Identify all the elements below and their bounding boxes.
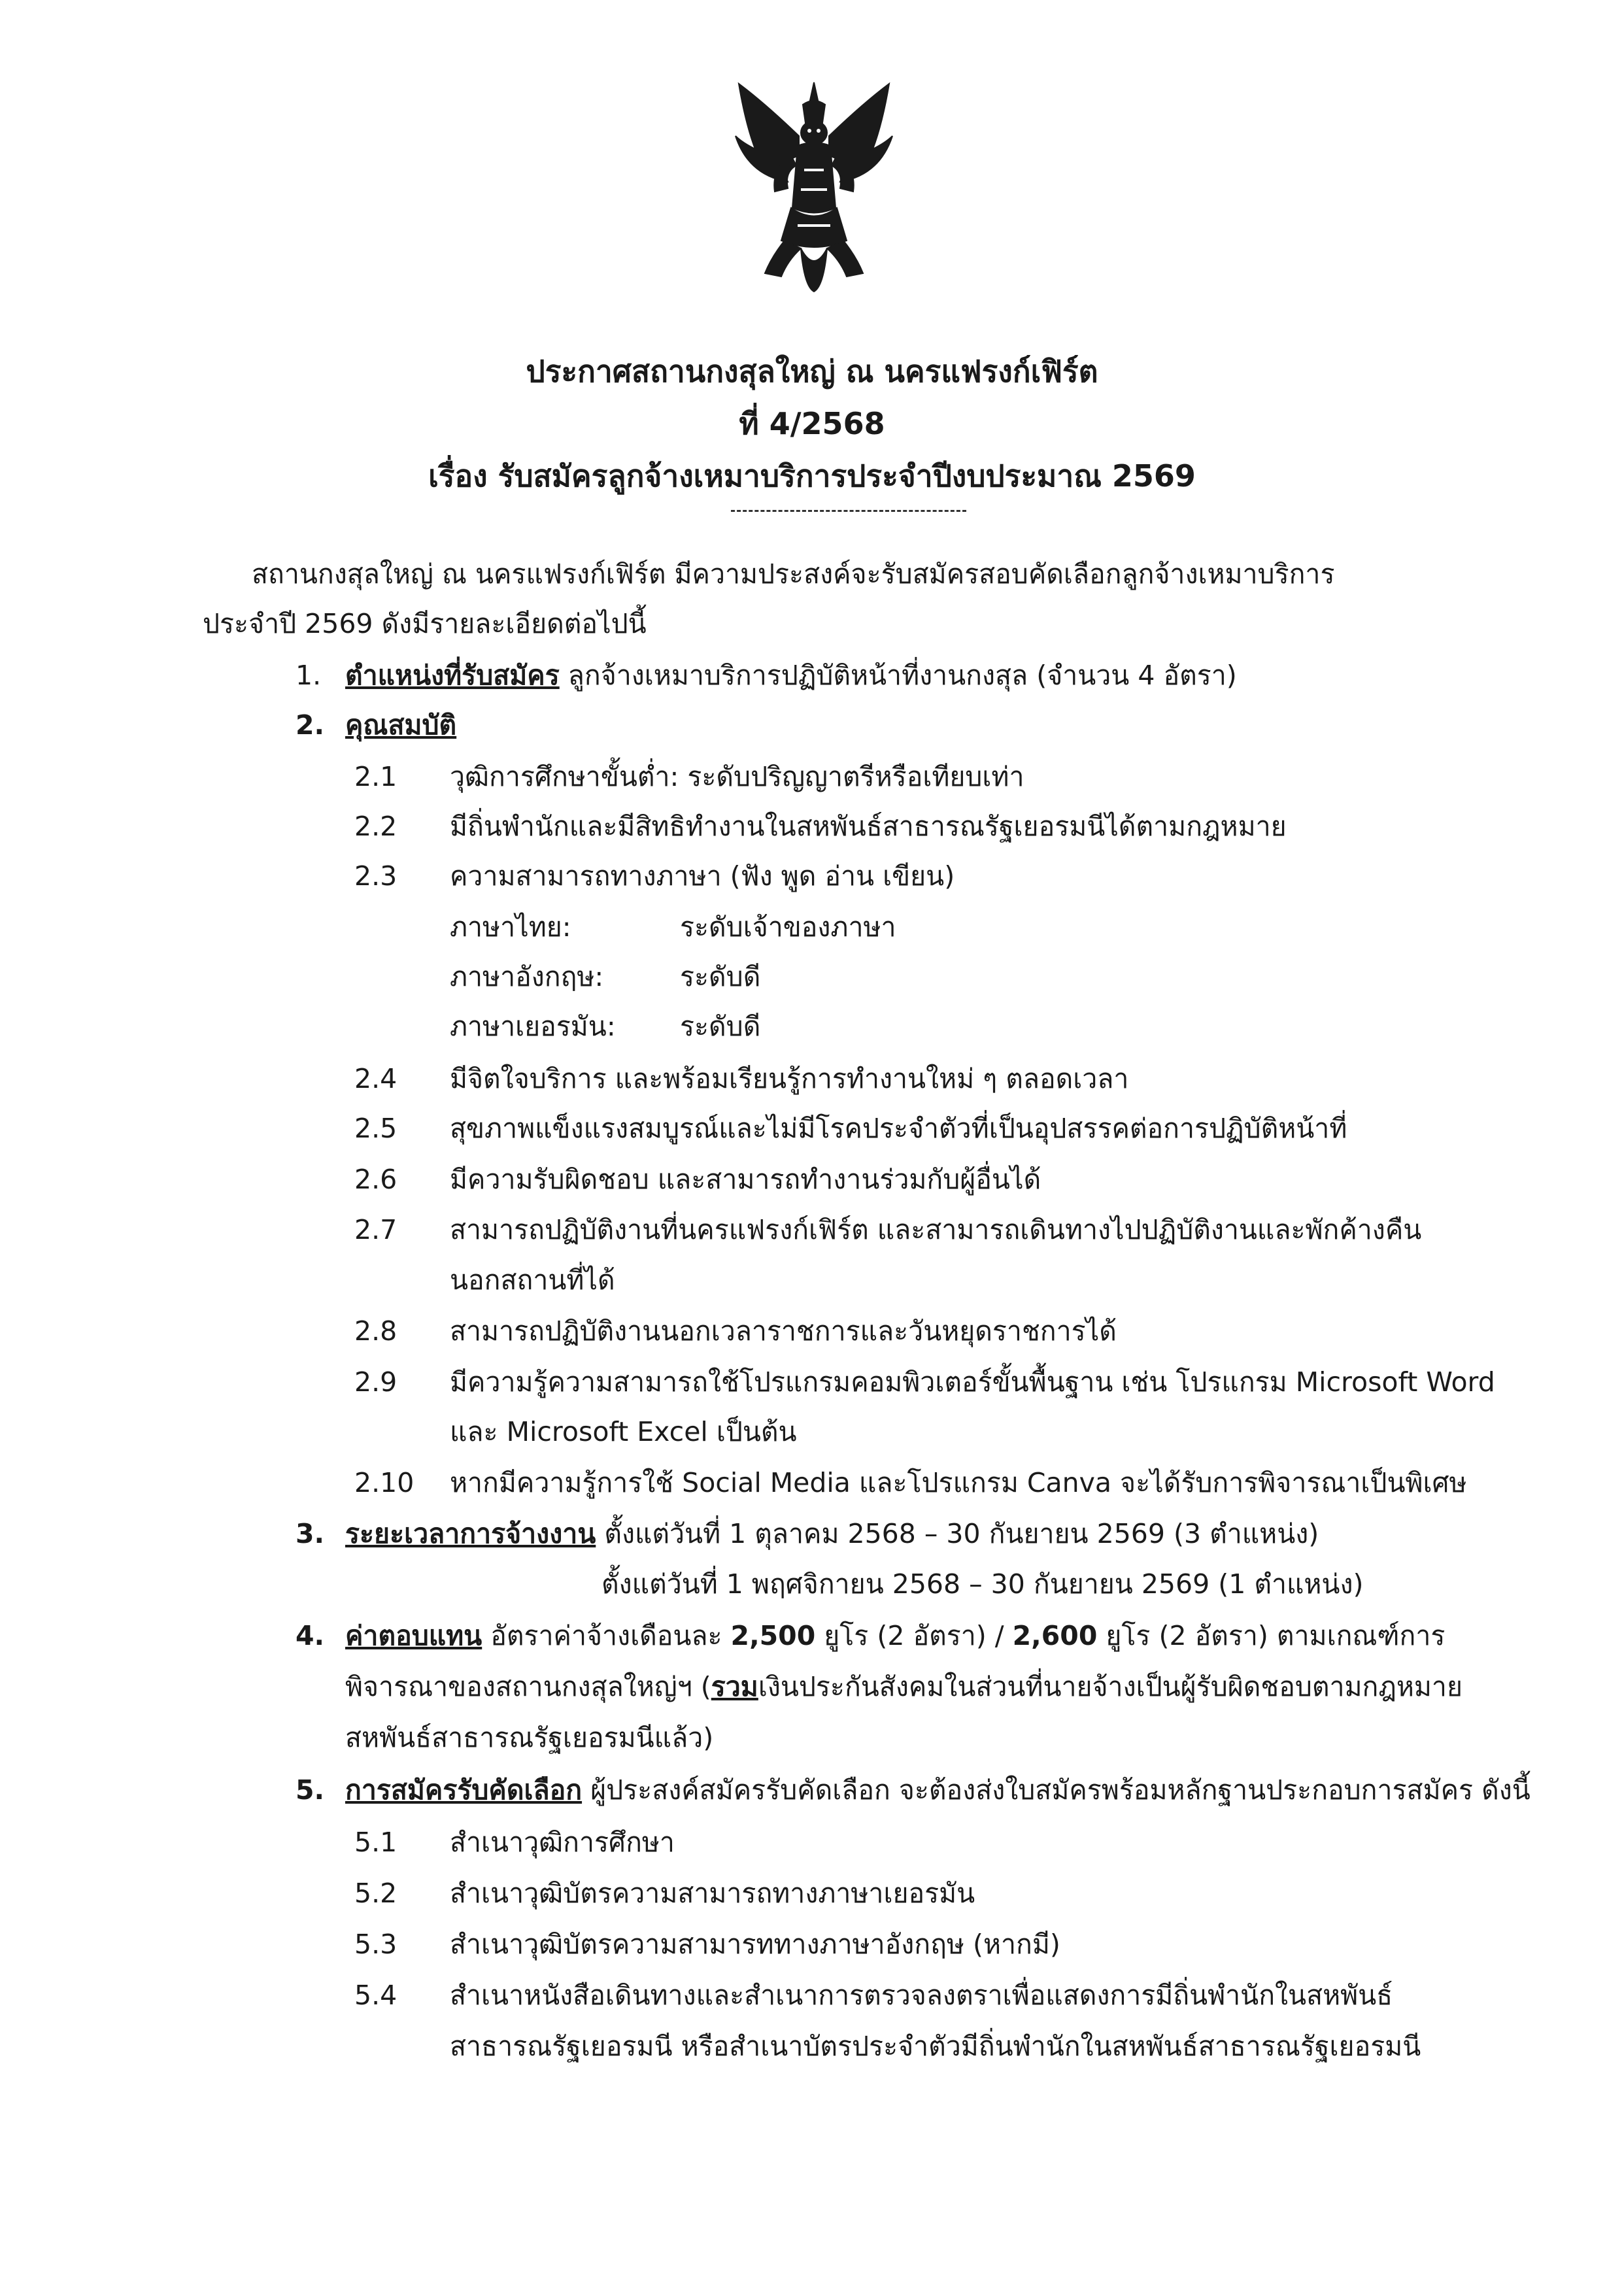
- item-2-3-text: ความสามารถทางภาษา (ฟัง พูด อ่าน เขียน): [450, 860, 955, 892]
- section-3-period-1: ตั้งแต่วันที่ 1 ตุลาคม 2568 – 30 กันยายน 2569 (3 ตำแหน่ง): [604, 1518, 1319, 1549]
- rate-amount: 2,600: [1012, 1620, 1098, 1651]
- item-2-4-number: 2.4: [354, 1063, 398, 1094]
- section-4-text: พิจารณาของสถานกงสุลใหญ่ฯ (: [345, 1671, 711, 1702]
- section-2-heading: คุณสมบัติ: [345, 709, 457, 741]
- intro-line-1: สถานกงสุลใหญ่ ณ นครแฟรงก์เฟิร์ต มีความประสงค์จะรับสมัครสอบคัดเลือกลูกจ้างเหมาบริการ: [252, 558, 1335, 590]
- item-2-9-number: 2.9: [354, 1366, 398, 1398]
- item-2-6-text: มีความรับผิดชอบ และสามารถทำงานร่วมกับผู้อื่นได้: [450, 1164, 1041, 1195]
- language-name: ภาษาอังกฤษ:: [450, 961, 604, 992]
- section-4-text: ยูโร (2 อัตรา) /: [815, 1620, 1013, 1651]
- section-2: [345, 707, 456, 743]
- item-2-3-number: 2.3: [354, 860, 398, 892]
- item-5-4-number: 5.4: [354, 1980, 398, 2011]
- item-2-5-text: สุขภาพแข็งแรงสมบูรณ์และไม่มีโรคประจำตัวที่เป็นอุปสรรคต่อการปฏิบัติหน้าที่: [450, 1113, 1347, 1144]
- language-level: ระดับดี: [680, 961, 761, 992]
- item-2-2-number: 2.2: [354, 811, 398, 842]
- item-2-7-text: สามารถปฏิบัติงานที่นครแฟรงก์เฟิร์ต และสามารถเดินทางไปปฏิบัติงานและพักค้างคืน: [450, 1214, 1422, 1245]
- item-2-9-text: มีความรู้ความสามารถใช้โปรแกรมคอมพิวเตอร์ขั้นพื้นฐาน เช่น โปรแกรม Microsoft Word: [450, 1366, 1495, 1398]
- section-4-text: อัตราค่าจ้างเดือนละ: [490, 1620, 731, 1651]
- item-5-3-number: 5.3: [354, 1929, 398, 1960]
- section-2-number: 2.: [296, 709, 325, 741]
- separator-line: [731, 510, 966, 512]
- section-1-number: 1.: [296, 660, 322, 691]
- item-2-4-text: มีจิตใจบริการ และพร้อมเรียนรู้การทำงานใหม่ ๆ ตลอดเวลา: [450, 1063, 1129, 1094]
- section-5-heading: การสมัครรับคัดเลือก: [345, 1774, 583, 1806]
- section-1-heading: ตำแหน่งที่รับสมัคร: [345, 660, 560, 691]
- announcement-subject: เรื่อง รับสมัครลูกจ้างเหมาบริการประจำปีงบประมาณ 2569: [428, 458, 1196, 494]
- section-4-line-3: สหพันธ์สาธารณรัฐเยอรมนีแล้ว): [345, 1722, 714, 1753]
- item-2-10-text: หากมีความรู้การใช้ Social Media และโปรแกรม Canva จะได้รับการพิจารณาเป็นพิเศษ: [450, 1467, 1467, 1498]
- section-5-text: ผู้ประสงค์สมัครรับคัดเลือก จะต้องส่งใบสมัครพร้อมหลักฐานประกอบการสมัคร ดังนี้: [590, 1774, 1531, 1806]
- item-2-8-number: 2.8: [354, 1315, 398, 1347]
- section-3-number: 3.: [296, 1518, 325, 1549]
- intro-line-2: ประจำปี 2569 ดังมีรายละเอียดต่อไปนี้: [203, 608, 647, 639]
- item-2-1-text: วุฒิการศึกษาขั้นต่ำ: ระดับปริญญาตรีหรือเทียบเท่า: [450, 761, 1024, 792]
- item-2-7-text-cont: นอกสถานที่ได้: [450, 1264, 615, 1296]
- section-5: [345, 1772, 1531, 1808]
- section-3-period-2: ตั้งแต่วันที่ 1 พฤศจิกายน 2568 – 30 กันยายน 2569 (1 ตำแหน่ง): [601, 1568, 1364, 1600]
- item-5-1-number: 5.1: [354, 1827, 398, 1858]
- section-1-text: ลูกจ้างเหมาบริการปฏิบัติหน้าที่งานกงสุล (จำนวน 4 อัตรา): [567, 660, 1237, 691]
- section-4-emphasis: รวม: [711, 1671, 758, 1702]
- section-3: [345, 1515, 1319, 1552]
- section-4-line-2: [345, 1668, 1463, 1705]
- item-2-10-number: 2.10: [354, 1467, 414, 1498]
- item-2-5-number: 2.5: [354, 1113, 398, 1144]
- section-4-line-1: [345, 1617, 1445, 1654]
- item-5-4-text-cont: สาธารณรัฐเยอรมนี หรือสำเนาบัตรประจำตัวมีถิ่นพำนักในสหพันธ์สาธารณรัฐเยอรมนี: [450, 2031, 1421, 2062]
- rate-amount: 2,500: [730, 1620, 816, 1651]
- item-2-2-text: มีถิ่นพำนักและมีสิทธิทำงานในสหพันธ์สาธารณรัฐเยอรมนีได้ตามกฎหมาย: [450, 811, 1287, 842]
- garuda-emblem-icon: [726, 77, 902, 293]
- announcement-title: ประกาศสถานกงสุลใหญ่ ณ นครแฟรงก์เฟิร์ต: [526, 354, 1098, 389]
- item-5-2-number: 5.2: [354, 1878, 398, 1909]
- language-name: ภาษาเยอรมัน:: [450, 1011, 616, 1042]
- item-2-1-number: 2.1: [354, 761, 398, 792]
- language-level: ระดับเจ้าของภาษา: [680, 911, 896, 943]
- item-2-9-text-cont: และ Microsoft Excel เป็นต้น: [450, 1416, 797, 1447]
- item-5-3-text: สำเนาวุฒิบัตรความสามารททางภาษาอังกฤษ (หากมี): [450, 1929, 1060, 1960]
- section-4-number: 4.: [296, 1620, 325, 1651]
- language-name: ภาษาไทย:: [450, 911, 571, 943]
- section-5-number: 5.: [296, 1774, 325, 1806]
- section-3-heading: ระยะเวลาการจ้างงาน: [345, 1518, 596, 1549]
- language-level: ระดับดี: [680, 1011, 761, 1042]
- item-2-6-number: 2.6: [354, 1164, 398, 1195]
- item-5-2-text: สำเนาวุฒิบัตรความสามารถทางภาษาเยอรมัน: [450, 1878, 975, 1909]
- announcement-number: ที่ 4/2568: [739, 406, 885, 441]
- section-4-heading: ค่าตอบแทน: [345, 1620, 482, 1651]
- item-5-1-text: สำเนาวุฒิการศึกษา: [450, 1827, 675, 1858]
- section-4-text: เงินประกันสังคมในส่วนที่นายจ้างเป็นผู้รับผิดชอบตามกฎหมาย: [758, 1671, 1463, 1702]
- section-4-text: ยูโร (2 อัตรา) ตามเกณฑ์การ: [1097, 1620, 1446, 1651]
- item-2-8-text: สามารถปฏิบัติงานนอกเวลาราชการและวันหยุดราชการได้: [450, 1315, 1117, 1347]
- item-5-4-text: สำเนาหนังสือเดินทางและสำเนาการตรวจลงตราเพื่อแสดงการมีถิ่นพำนักในสหพันธ์: [450, 1980, 1393, 2011]
- item-2-7-number: 2.7: [354, 1214, 398, 1245]
- section-1: [345, 657, 1237, 694]
